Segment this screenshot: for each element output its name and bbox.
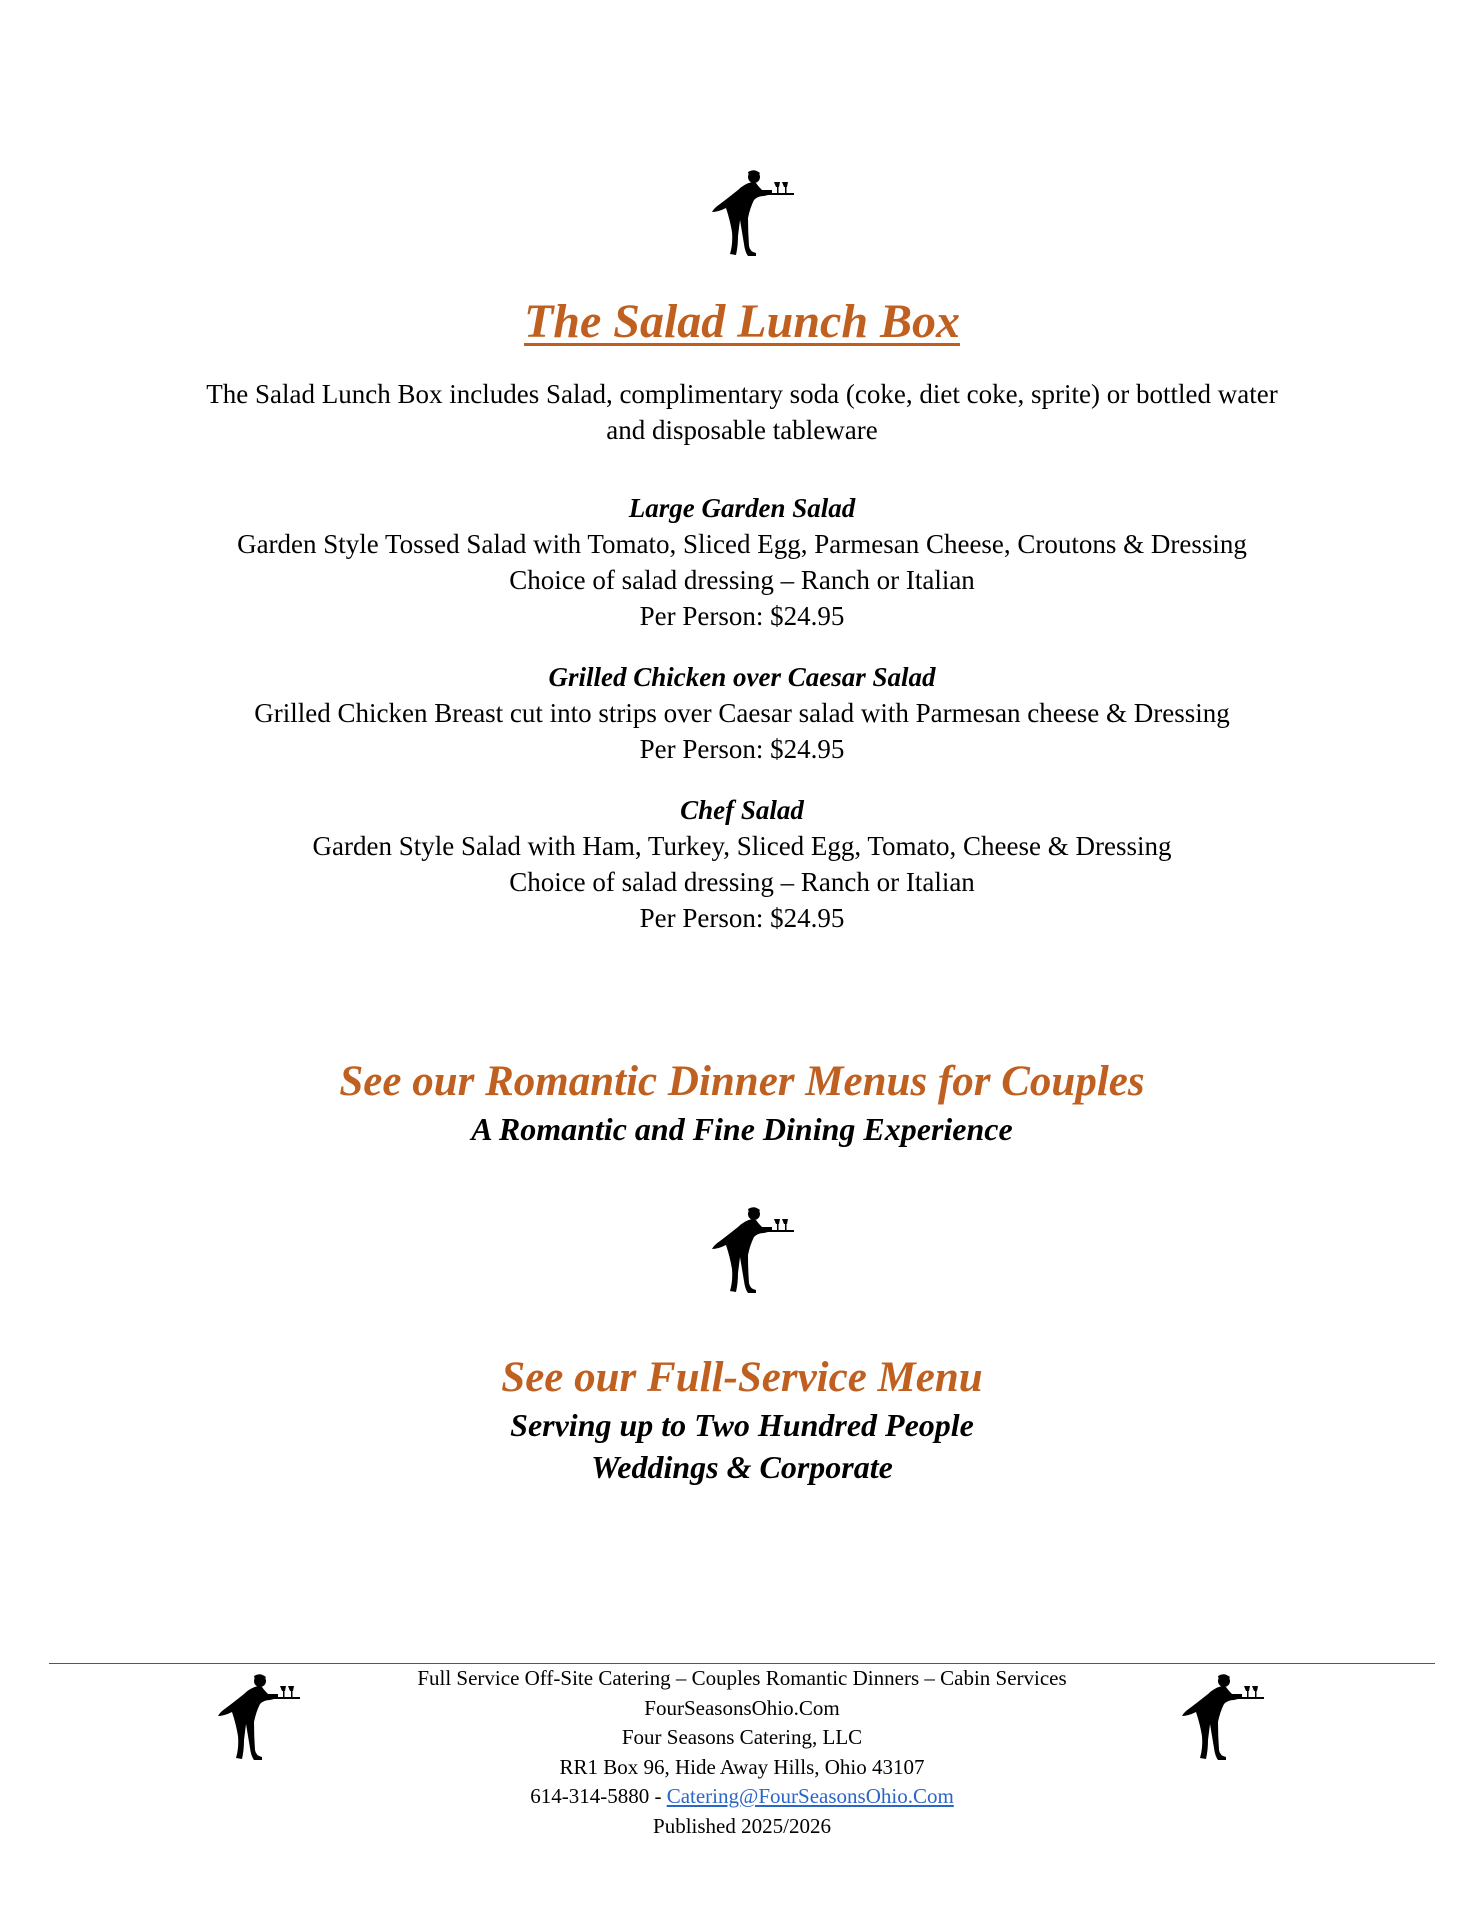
menu-item-large-garden-salad [0,490,1484,634]
menu-item-description: Garden Style Salad with Ham, Turkey, Sliced Egg, Tomato, Cheese & Dressing [312,831,1172,861]
intro-text [0,376,1484,448]
promo-subheading: Serving up to Two Hundred People [510,1407,974,1443]
menu-item-price: Per Person: $24.95 [639,734,845,764]
menu-item-dressing: Choice of salad dressing – Ranch or Italian [509,867,975,897]
footer-company: Four Seasons Catering, LLC [621,1725,863,1749]
intro-line-2: and disposable tableware [606,415,878,445]
waiter-icon-svg [708,168,794,260]
promo-heading: See our Romantic Dinner Menus for Couples [339,1058,1145,1105]
waiter-carrying-tray-icon [708,168,794,260]
promo-subheading: A Romantic and Fine Dining Experience [471,1111,1013,1147]
waiter-carrying-tray-icon [708,1205,794,1297]
promo-romantic-dinner [0,1056,1484,1150]
menu-item-price: Per Person: $24.95 [639,601,845,631]
footer-contact [0,1782,1484,1812]
page-title: The Salad Lunch Box [523,295,961,348]
menu-item-name: Chef Salad [680,795,804,825]
menu-item-description: Garden Style Tossed Salad with Tomato, Sliced Egg, Parmesan Cheese, Croutons & Dressing [237,529,1247,559]
footer-address: RR1 Box 96, Hide Away Hills, Ohio 43107 [559,1754,925,1779]
footer-email-link[interactable]: Catering@FourSeasonsOhio.Com [666,1784,954,1808]
menu-item-name: Large Garden Salad [628,493,856,523]
promo-full-service [0,1352,1484,1488]
menu-item-price: Per Person: $24.95 [639,903,845,933]
promo-subheading: Weddings & Corporate [591,1449,893,1485]
menu-item-grilled-chicken-caesar [0,659,1484,767]
menu-item-chef-salad [0,792,1484,936]
footer-phone: 614-314-5880 [530,1784,650,1808]
waiter-icon-svg [708,1205,794,1297]
intro-line-1: The Salad Lunch Box includes Salad, complimentary soda (coke, diet coke, sprite) or bottled water [206,379,1278,409]
page-footer [0,1664,1484,1841]
menu-item-dressing: Choice of salad dressing – Ranch or Italian [509,565,975,595]
menu-item-name: Grilled Chicken over Caesar Salad [548,662,936,692]
promo-heading: See our Full-Service Menu [501,1354,983,1401]
footer-separator: - [649,1784,667,1808]
footer-services: Full Service Off-Site Catering – Couples Romantic Dinners – Cabin Services [417,1666,1067,1690]
footer-website: FourSeasonsOhio.Com [644,1695,840,1720]
footer-published: Published 2025/2026 [653,1813,831,1838]
menu-item-description: Grilled Chicken Breast cut into strips over Caesar salad with Parmesan cheese & Dressing [254,698,1230,728]
